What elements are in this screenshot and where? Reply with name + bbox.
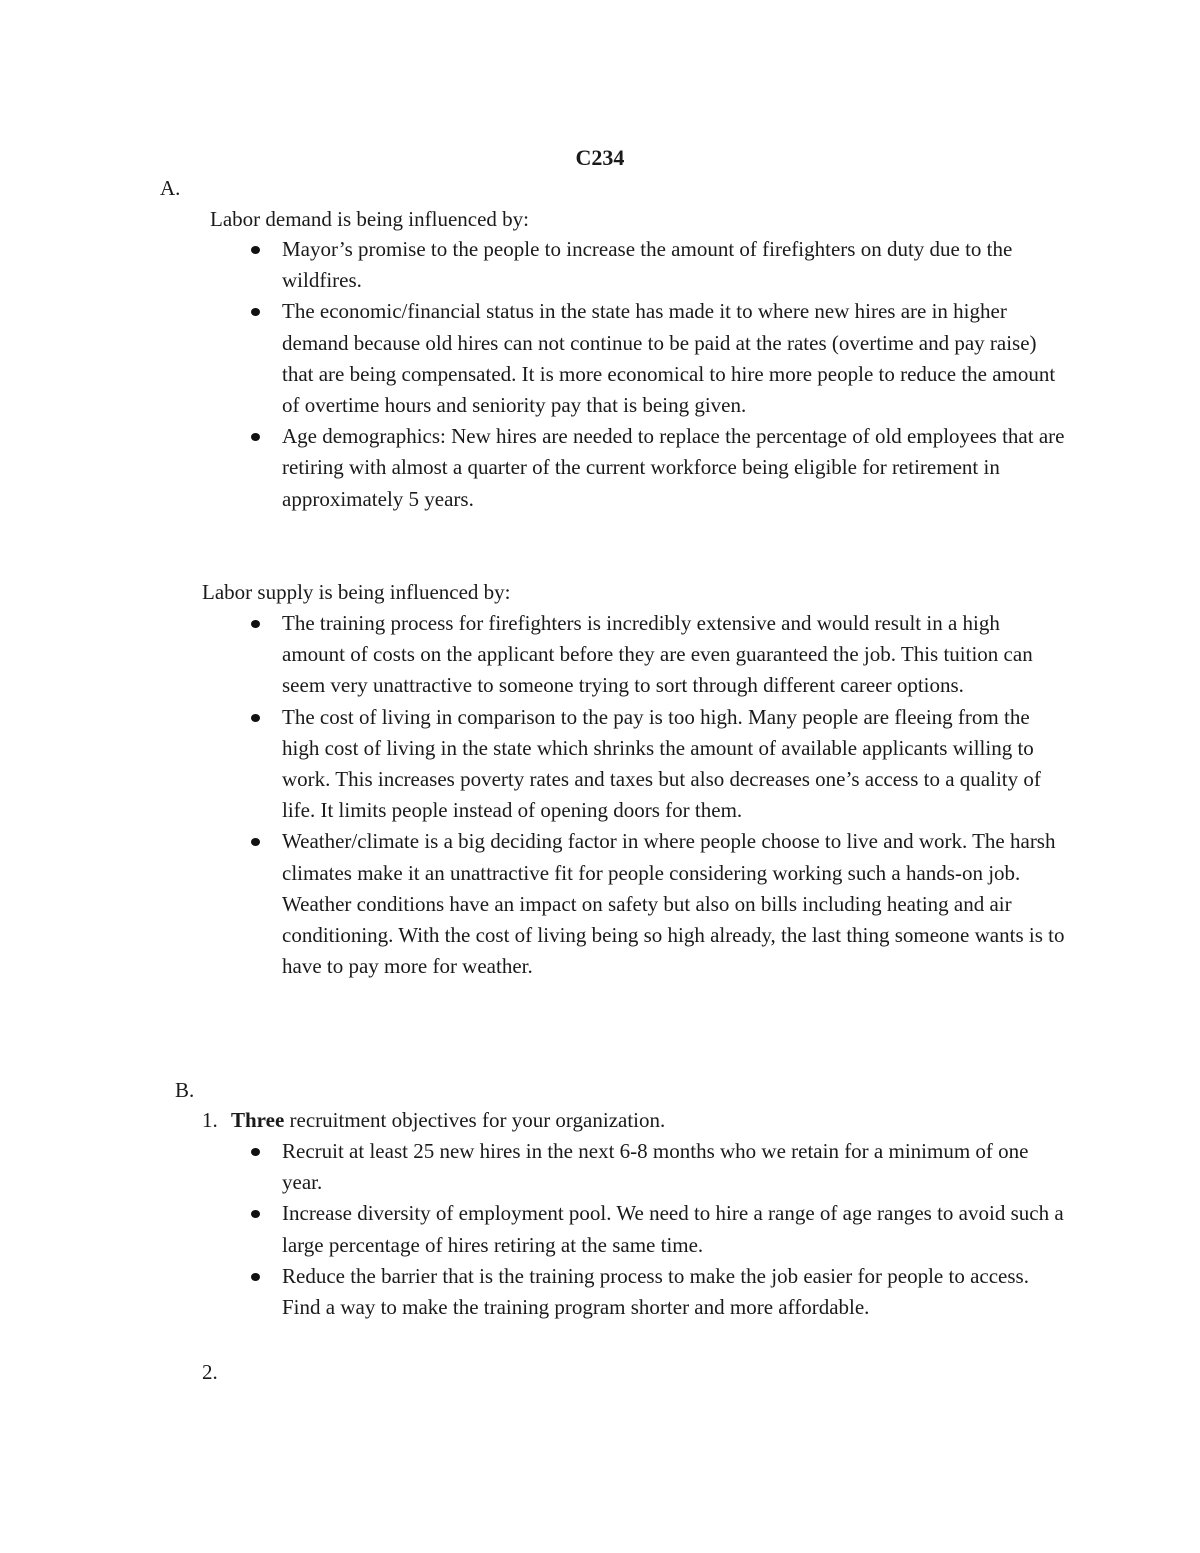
question-text: recruitment objectives for your organization. xyxy=(284,1108,666,1132)
list-item xyxy=(248,1198,1068,1260)
bullet-icon xyxy=(251,433,260,441)
list-item-text: Reduce the barrier that is the training process to make the job easier for people to access. Find a way to make the training program shorter and more affordable. xyxy=(282,1263,1029,1320)
bullet-icon xyxy=(251,838,260,846)
list-item xyxy=(248,702,1068,827)
list-item-text: The economic/financial status in the state has made it to where new hires are in higher demand because old hires can not continue to be paid at the rates (overtime and pay raise) that are being compensated. It is more economical to hire more people to reduce the amount of overtime hours and seniority pay that is being given. xyxy=(282,299,1056,418)
question-2-heading xyxy=(202,1360,231,1385)
recruitment-objectives-list xyxy=(248,1136,1068,1323)
list-item-text: Mayor’s promise to the people to increase the amount of firefighters on duty due to the wildfires. xyxy=(282,237,1013,293)
document-title: C234 xyxy=(575,145,625,170)
bullet-icon xyxy=(251,1210,260,1218)
labor-supply-list xyxy=(248,608,1068,982)
bullet-icon xyxy=(251,1148,260,1156)
list-item-text: Age demographics: New hires are needed to replace the percentage of old employees that are retiring with almost a quarter of the current workforce being eligible for retirement in approximately 5 years. xyxy=(282,424,1065,511)
question-1-heading xyxy=(202,1108,665,1133)
bullet-icon xyxy=(251,714,260,722)
list-item xyxy=(248,1261,1068,1323)
list-item xyxy=(248,608,1068,702)
list-item xyxy=(248,1136,1068,1198)
question-number: 1. xyxy=(202,1108,218,1132)
question-number: 2. xyxy=(202,1360,218,1384)
list-item xyxy=(248,234,1068,296)
section-b-label: B. xyxy=(175,1078,195,1102)
list-item xyxy=(248,826,1068,982)
list-item-text: The training process for firefighters is incredibly extensive and would result in a high amount of costs on the applicant before they are even guaranteed the job. This tuition can seem very unattractive to someone trying to sort through different career options. xyxy=(282,611,1033,698)
bullet-icon xyxy=(251,246,260,254)
bullet-icon xyxy=(251,620,260,628)
section-a-label: A. xyxy=(160,176,181,200)
labor-supply-intro: Labor supply is being influenced by: xyxy=(202,580,511,604)
question-bold-word: Three xyxy=(231,1108,285,1132)
bullet-icon xyxy=(251,308,260,316)
labor-demand-list xyxy=(248,234,1068,515)
labor-demand-intro: Labor demand is being influenced by: xyxy=(210,207,529,231)
list-item-text: The cost of living in comparison to the pay is too high. Many people are fleeing from the high cost of living in the state which shrinks the amount of available applicants willing to work. This increases poverty rates and taxes but also decreases one’s access to a quality of life. It limits people instead of opening doors for them. xyxy=(282,704,1041,823)
list-item xyxy=(248,296,1068,421)
list-item-text: Weather/climate is a big deciding factor in where people choose to live and work. The harsh climates make it an unattractive fit for people considering working such a hands-on job. Weather conditions have an impact on safety but also on bills including heating and air conditioning. With the cost of living being so high already, the last thing someone wants is to have to pay more for weather. xyxy=(282,829,1065,979)
list-item-text: Recruit at least 25 new hires in the next 6-8 months who we retain for a minimum of one year. xyxy=(282,1139,1029,1195)
list-item-text: Increase diversity of employment pool. We need to hire a range of age ranges to avoid such a large percentage of hires retiring at the same time. xyxy=(282,1201,1064,1257)
bullet-icon xyxy=(251,1273,260,1281)
list-item xyxy=(248,421,1068,515)
